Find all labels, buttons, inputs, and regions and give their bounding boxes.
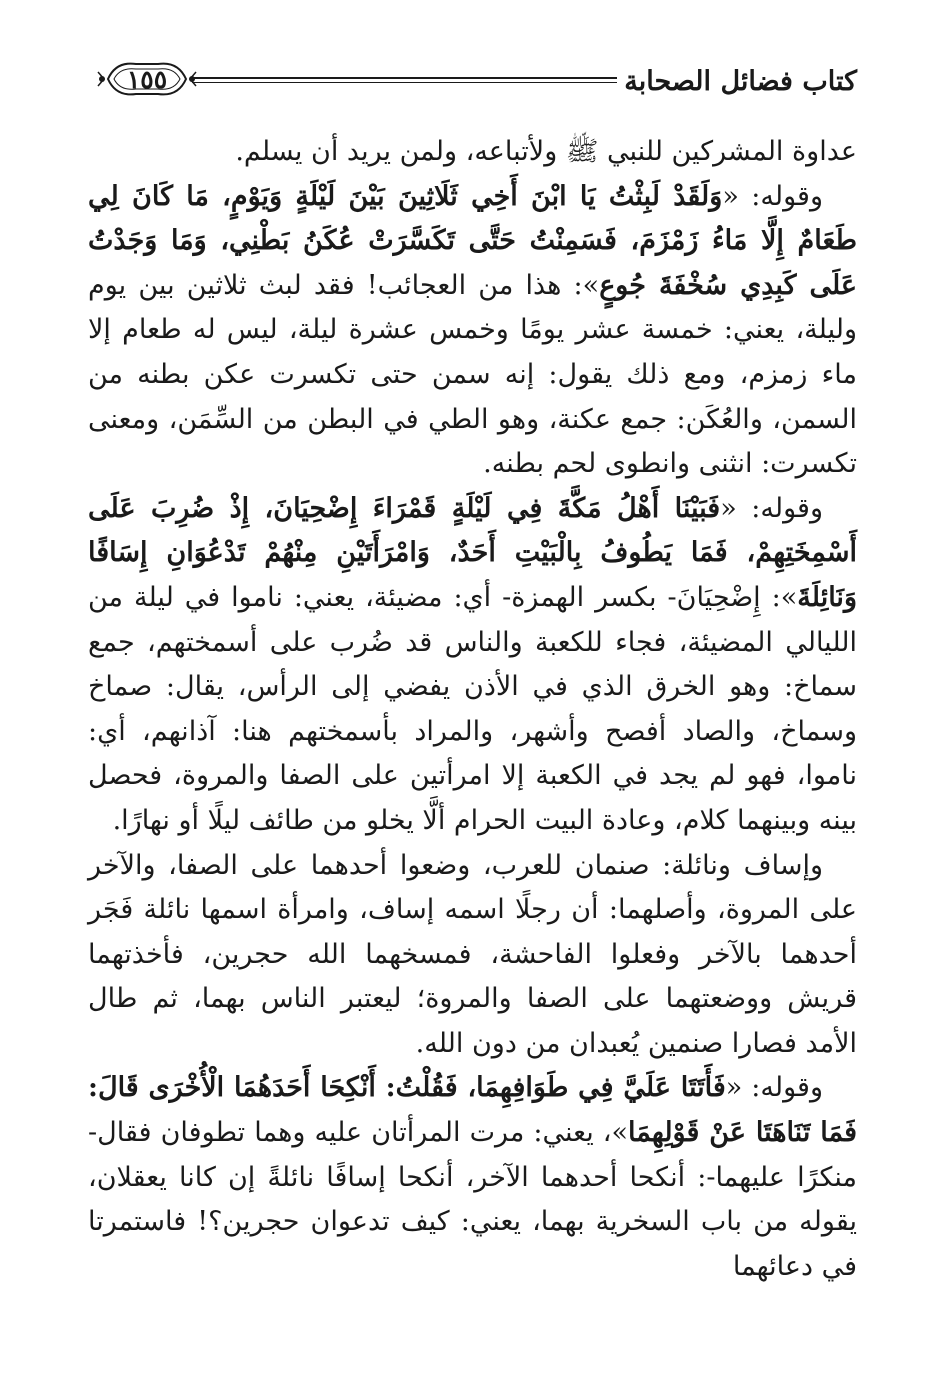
book-title: كتاب فضائل الصحابة [624,66,857,97]
commentary-text: عداوة المشركين للنبي ﷺ ولأتباعه، ولمن يريد أن يسلم. [235,136,857,167]
paragraph [88,487,857,844]
page-body [88,130,857,1289]
commentary-text: »، يعني: مرت المرأتان عليه وهما تطوفان فقال- منكرًا عليهما-: أنكحا أحدهما الآخر، أنكحا إسافًا نائلةً إن كانا يعقلان، يقوله من باب السخرية بهما، يعني: كيف تدعوان حجرين؟! فاستمرتا في دعائهما [88,1117,857,1282]
header-rule [192,77,617,83]
page-header [96,58,857,104]
paragraph [88,844,857,1067]
paragraph [88,1066,857,1289]
hadith-quote: فَأَتَتَا عَلَيَّ فِي طَوَافِهِمَا، فَقُلْتُ: أَنْكِحَا أَحَدَهُمَا الْأُخْرَى قَالَ: فَمَا تَنَاهَتَا عَنْ قَوْلِهِمَا [88,1072,857,1149]
hadith-quote: وَلَقَدْ لَبِثْتُ يَا ابْنَ أَخِي ثَلَاثِينَ بَيْنَ لَيْلَةٍ وَيَوْمٍ، مَا كَانَ لِي طَعَامٌ إِلَّا مَاءُ زَمْزَمَ، فَسَمِنْتُ حَتَّى تَكَسَّرَتْ عُكَنُ بَطْنِي، وَمَا وَجَدْتُ عَلَى كَبِدِي سُخْفَةَ جُوعٍ [88,180,857,301]
commentary-text: وإساف ونائلة: صنمان للعرب، وضعوا أحدهما على الصفا، والآخر على المروة، وأصلهما: أن رجلًا اسمه إساف، وامرأة اسمها نائلة فَجَر أحدهما بالآخر وفعلوا الفاحشة، فمسخهما الله حجرين، فأخذتهما قريش ووضعتهما على الصفا والمروة؛ ليعتبر الناس بهما، ثم طال الأمد فصارا صنمين يُعبدان من دون الله. [88,849,857,1059]
page-number: ١٥٥ [126,65,168,94]
page-number-ornament [96,58,198,100]
commentary-text: »: هذا من العجائب! فقد لبث ثلاثين بين يوم وليلة، يعني: خمسة عشر يومًا وخمس عشرة ليلة، ليس له طعام إلا ماء زمزم، ومع ذلك يقول: إنه سمن حتى تكسرت عكن بطنه من السمن، والعُكَن: جمع عكنة، وهو الطي في البطن من السِّمَن، ومعنى تكسرت: انثنى وانطوى لحم بطنه. [88,269,857,480]
commentary-text: وقوله: « [725,1072,824,1104]
hadith-quote: فَبَيْنَا أَهْلُ مَكَّةَ فِي لَيْلَةٍ قَمْرَاءَ إِضْحِيَانَ، إِذْ ضُرِبَ عَلَى أَسْمِخَتِهِمْ، فَمَا يَطُوفُ بِالْبَيْتِ أَحَدٌ، وَامْرَأَتَيْنِ مِنْهُمْ تَدْعُوَانِ إِسَافًا وَنَائِلَةَ [88,492,857,613]
commentary-text: وقوله: « [720,492,823,524]
paragraph [88,130,857,175]
paragraph [88,175,857,487]
commentary-text: وقوله: « [722,180,824,212]
commentary-text: »: إِضْحِيَانَ- بكسر الهمزة- أي: مضيئة، يعني: ناموا في ليلة من الليالي المضيئة، فجاء للكعبة والناس قد ضُرب على أسمختهم، جمع سماخ: وهو الخرق الذي في الأذن يفضي إلى الرأس، يقال: صماخ وسماخ، والصاد أفصح وأشهر، والمراد بأسمختهم هنا: آذانهم، أي: ناموا، فهو لم يجد في الكعبة إلا امرأتين على الصفا والمروة، فحصل بينه وبينهما كلام، وعادة البيت الحرام ألَّا يخلو من طائف ليلًا أو نهارًا. [88,581,857,836]
